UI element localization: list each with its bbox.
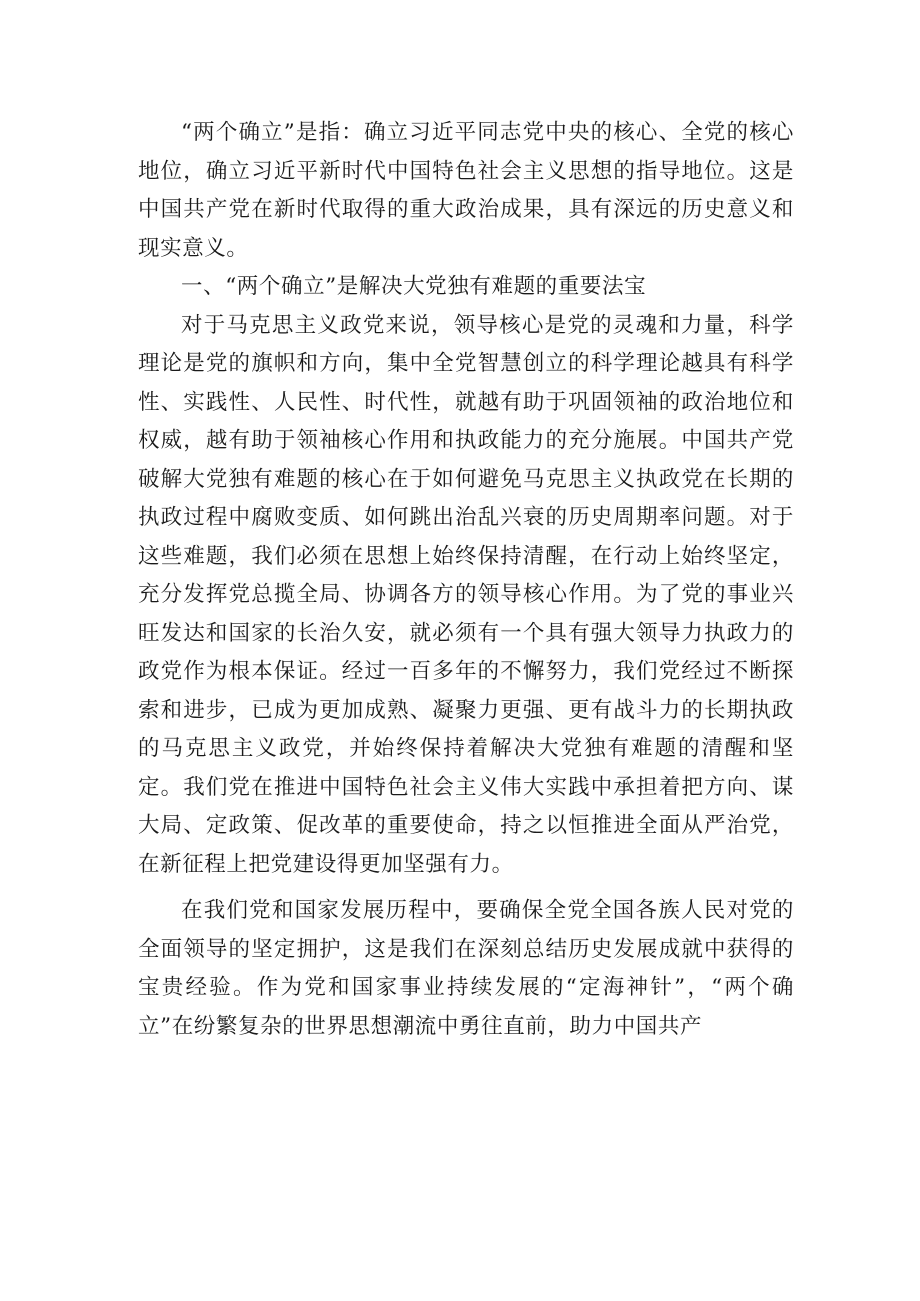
paragraph-body-1: 对于马克思主义政党来说，领导核心是党的灵魂和力量，科学理论是党的旗帜和方向，集中全党智慧创立的科学理论越具有科学性、实践性、人民性、时代性，就越有助于巩固领袖的政治地位和权威，越有助于领袖核心作用和执政能力的充分施展。中国共产党破解大党独有难题的核心在于如何避免马克思主义执政党在长期的执政过程中腐败变质、如何跳出治乱兴衰的历史周期率问题。对于这些难题，我们必须在思想上始终保持清醒，在行动上始终坚定，充分发挥党总揽全局、协调各方的领导核心作用。为了党的事业兴旺发达和国家的长治久安，就必须有一个具有强大领导力执政力的政党作为根本保证。经过一百多年的不懈努力，我们党经过不断探索和进步，已成为更加成熟、凝聚力更强、更有战斗力的长期执政的马克思主义政党，并始终保持着解决大党独有难题的清醒和坚定。我们党在推进中国特色社会主义伟大实践中承担着把方向、谋大局、定政策、促改革的重要使命，持之以恒推进全面从严治党，在新征程上把党建设得更加坚强有力。 — [138, 312, 794, 877]
document-body — [138, 114, 794, 1046]
paragraph-body-2: 在我们党和国家发展历程中，要确保全党全国各族人民对党的全面领导的坚定拥护，这是我们在深刻总结历史发展成就中获得的宝贵经验。作为党和国家事业持续发展的“定海神针”，“两个确立”在纷繁复杂的世界思想潮流中勇往直前，助力中国共产 — [138, 898, 794, 1039]
section-heading: 一、“两个确立”是解决大党独有难题的重要法宝 — [181, 274, 647, 299]
paragraph-definition: “两个确立”是指：确立习近平同志党中央的核心、全党的核心地位，确立习近平新时代中国特色社会主义思想的指导地位。这是中国共产党在新时代取得的重大政治成果，具有深远的历史意义和现实意义。 — [138, 120, 794, 261]
